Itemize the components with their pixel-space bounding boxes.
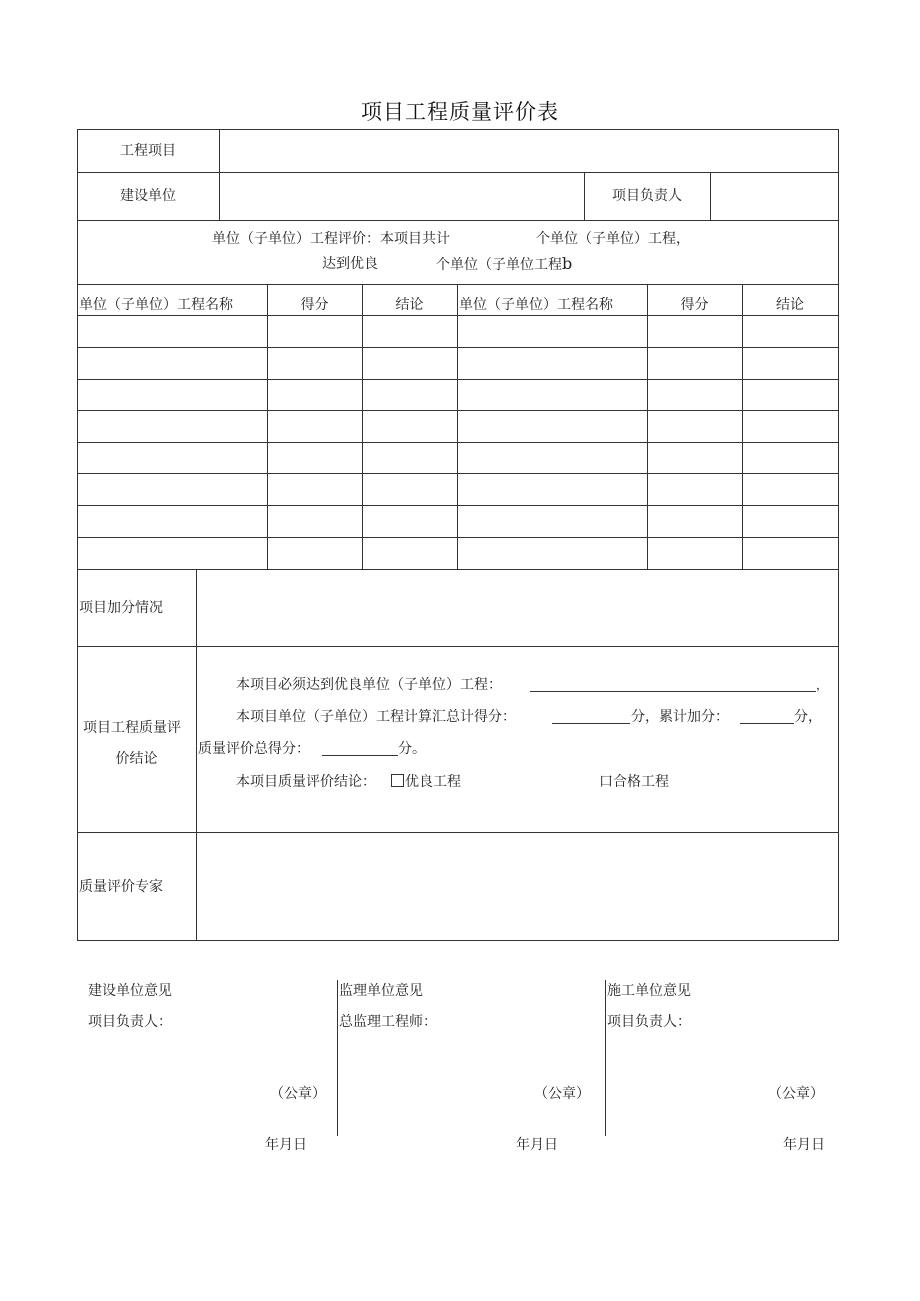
table-rule — [77, 379, 839, 380]
table-rule — [219, 129, 220, 220]
table-rule — [77, 646, 839, 647]
conclusion-line4-label: 本项目质量评价结论： — [236, 774, 376, 790]
conclusion-label-line2: 价结论 — [115, 751, 158, 767]
evaluation-line2-a: 达到优良 — [322, 256, 378, 272]
table-rule — [77, 315, 839, 316]
signature-divider — [337, 980, 338, 1136]
table-rule — [77, 537, 839, 538]
manager-label: 项目负责人 — [612, 188, 682, 204]
evaluation-line1-a: 单位（子单位）工程评价：本项目共计 — [212, 231, 450, 247]
table-rule — [77, 129, 839, 130]
final-score-blank[interactable] — [322, 741, 398, 756]
table-rule — [77, 172, 839, 173]
table-rule — [77, 442, 839, 443]
table-rule — [77, 284, 839, 285]
table-rule — [457, 284, 458, 569]
signature-date: 年月日 — [783, 1137, 825, 1153]
signature-seal: （公章） — [768, 1086, 824, 1102]
table-rule — [77, 129, 78, 941]
table-rule — [838, 129, 839, 941]
table-rule — [77, 505, 839, 506]
option-excellent[interactable]: 优良工程 — [391, 772, 461, 792]
signature-date: 年月日 — [516, 1137, 558, 1153]
conclusion-line2-c: 分， — [794, 709, 822, 725]
table-rule — [77, 220, 839, 221]
table-rule — [77, 940, 839, 941]
table-rule — [647, 284, 648, 569]
signature-divider — [605, 980, 606, 1136]
conclusion-line2-b: 分，累计加分： — [631, 709, 729, 725]
builder-label: 建设单位 — [120, 188, 176, 204]
table-rule — [77, 569, 839, 570]
table-rule — [77, 410, 839, 411]
table-rule — [77, 473, 839, 474]
signature-seal: （公章） — [534, 1086, 590, 1102]
signature-role: 项目负责人： — [88, 1014, 172, 1030]
conclusion-line1: 本项目必须达到优良单位（子单位）工程： — [236, 677, 502, 693]
table-rule — [710, 172, 711, 220]
table-rule — [77, 832, 839, 833]
table-rule — [77, 347, 839, 348]
option-qualified[interactable]: 口合格工程 — [599, 774, 669, 790]
table-rule — [196, 569, 197, 940]
table-rule — [362, 284, 363, 569]
checkbox-icon[interactable] — [391, 774, 404, 787]
conclusion-label-line1: 项目工程质量评 — [83, 720, 181, 736]
table-rule — [267, 284, 268, 569]
evaluation-line1-b: 个单位（子单位）工程， — [536, 231, 690, 247]
signature-role: 总监理工程师： — [339, 1014, 437, 1030]
signature-heading: 建设单位意见 — [88, 983, 172, 999]
signature-seal: （公章） — [270, 1086, 326, 1102]
conclusion-line2-a: 本项目单位（子单位）工程计算汇总计得分： — [236, 709, 516, 725]
column-header-score: 得分 — [300, 297, 329, 313]
signature-heading: 施工单位意见 — [607, 983, 691, 999]
bonus-score-blank[interactable] — [740, 709, 794, 724]
evaluation-line2-b: 个单位（子单位工程b — [436, 254, 573, 273]
column-header-score: 得分 — [680, 297, 709, 313]
signature-role: 项目负责人： — [607, 1014, 691, 1030]
signature-heading: 监理单位意见 — [339, 983, 423, 999]
excellent-units-blank[interactable] — [530, 677, 816, 692]
signature-date: 年月日 — [265, 1137, 307, 1153]
conclusion-line3-b: 分。 — [398, 741, 426, 757]
project-label: 工程项目 — [120, 143, 176, 159]
column-header-name: 单位（子单位）工程名称 — [79, 297, 233, 313]
column-header-name: 单位（子单位）工程名称 — [459, 297, 613, 313]
total-score-blank[interactable] — [552, 709, 630, 724]
column-header-conclusion: 结论 — [776, 297, 804, 313]
table-rule — [742, 284, 743, 569]
column-header-conclusion: 结论 — [395, 297, 424, 313]
page-title: 项目工程质量评价表 — [361, 100, 559, 124]
experts-label: 质量评价专家 — [79, 879, 163, 895]
conclusion-line3-a: 质量评价总得分： — [198, 741, 310, 757]
bonus-label: 项目加分情况 — [79, 600, 163, 616]
conclusion-line1-end: ， — [816, 678, 829, 692]
